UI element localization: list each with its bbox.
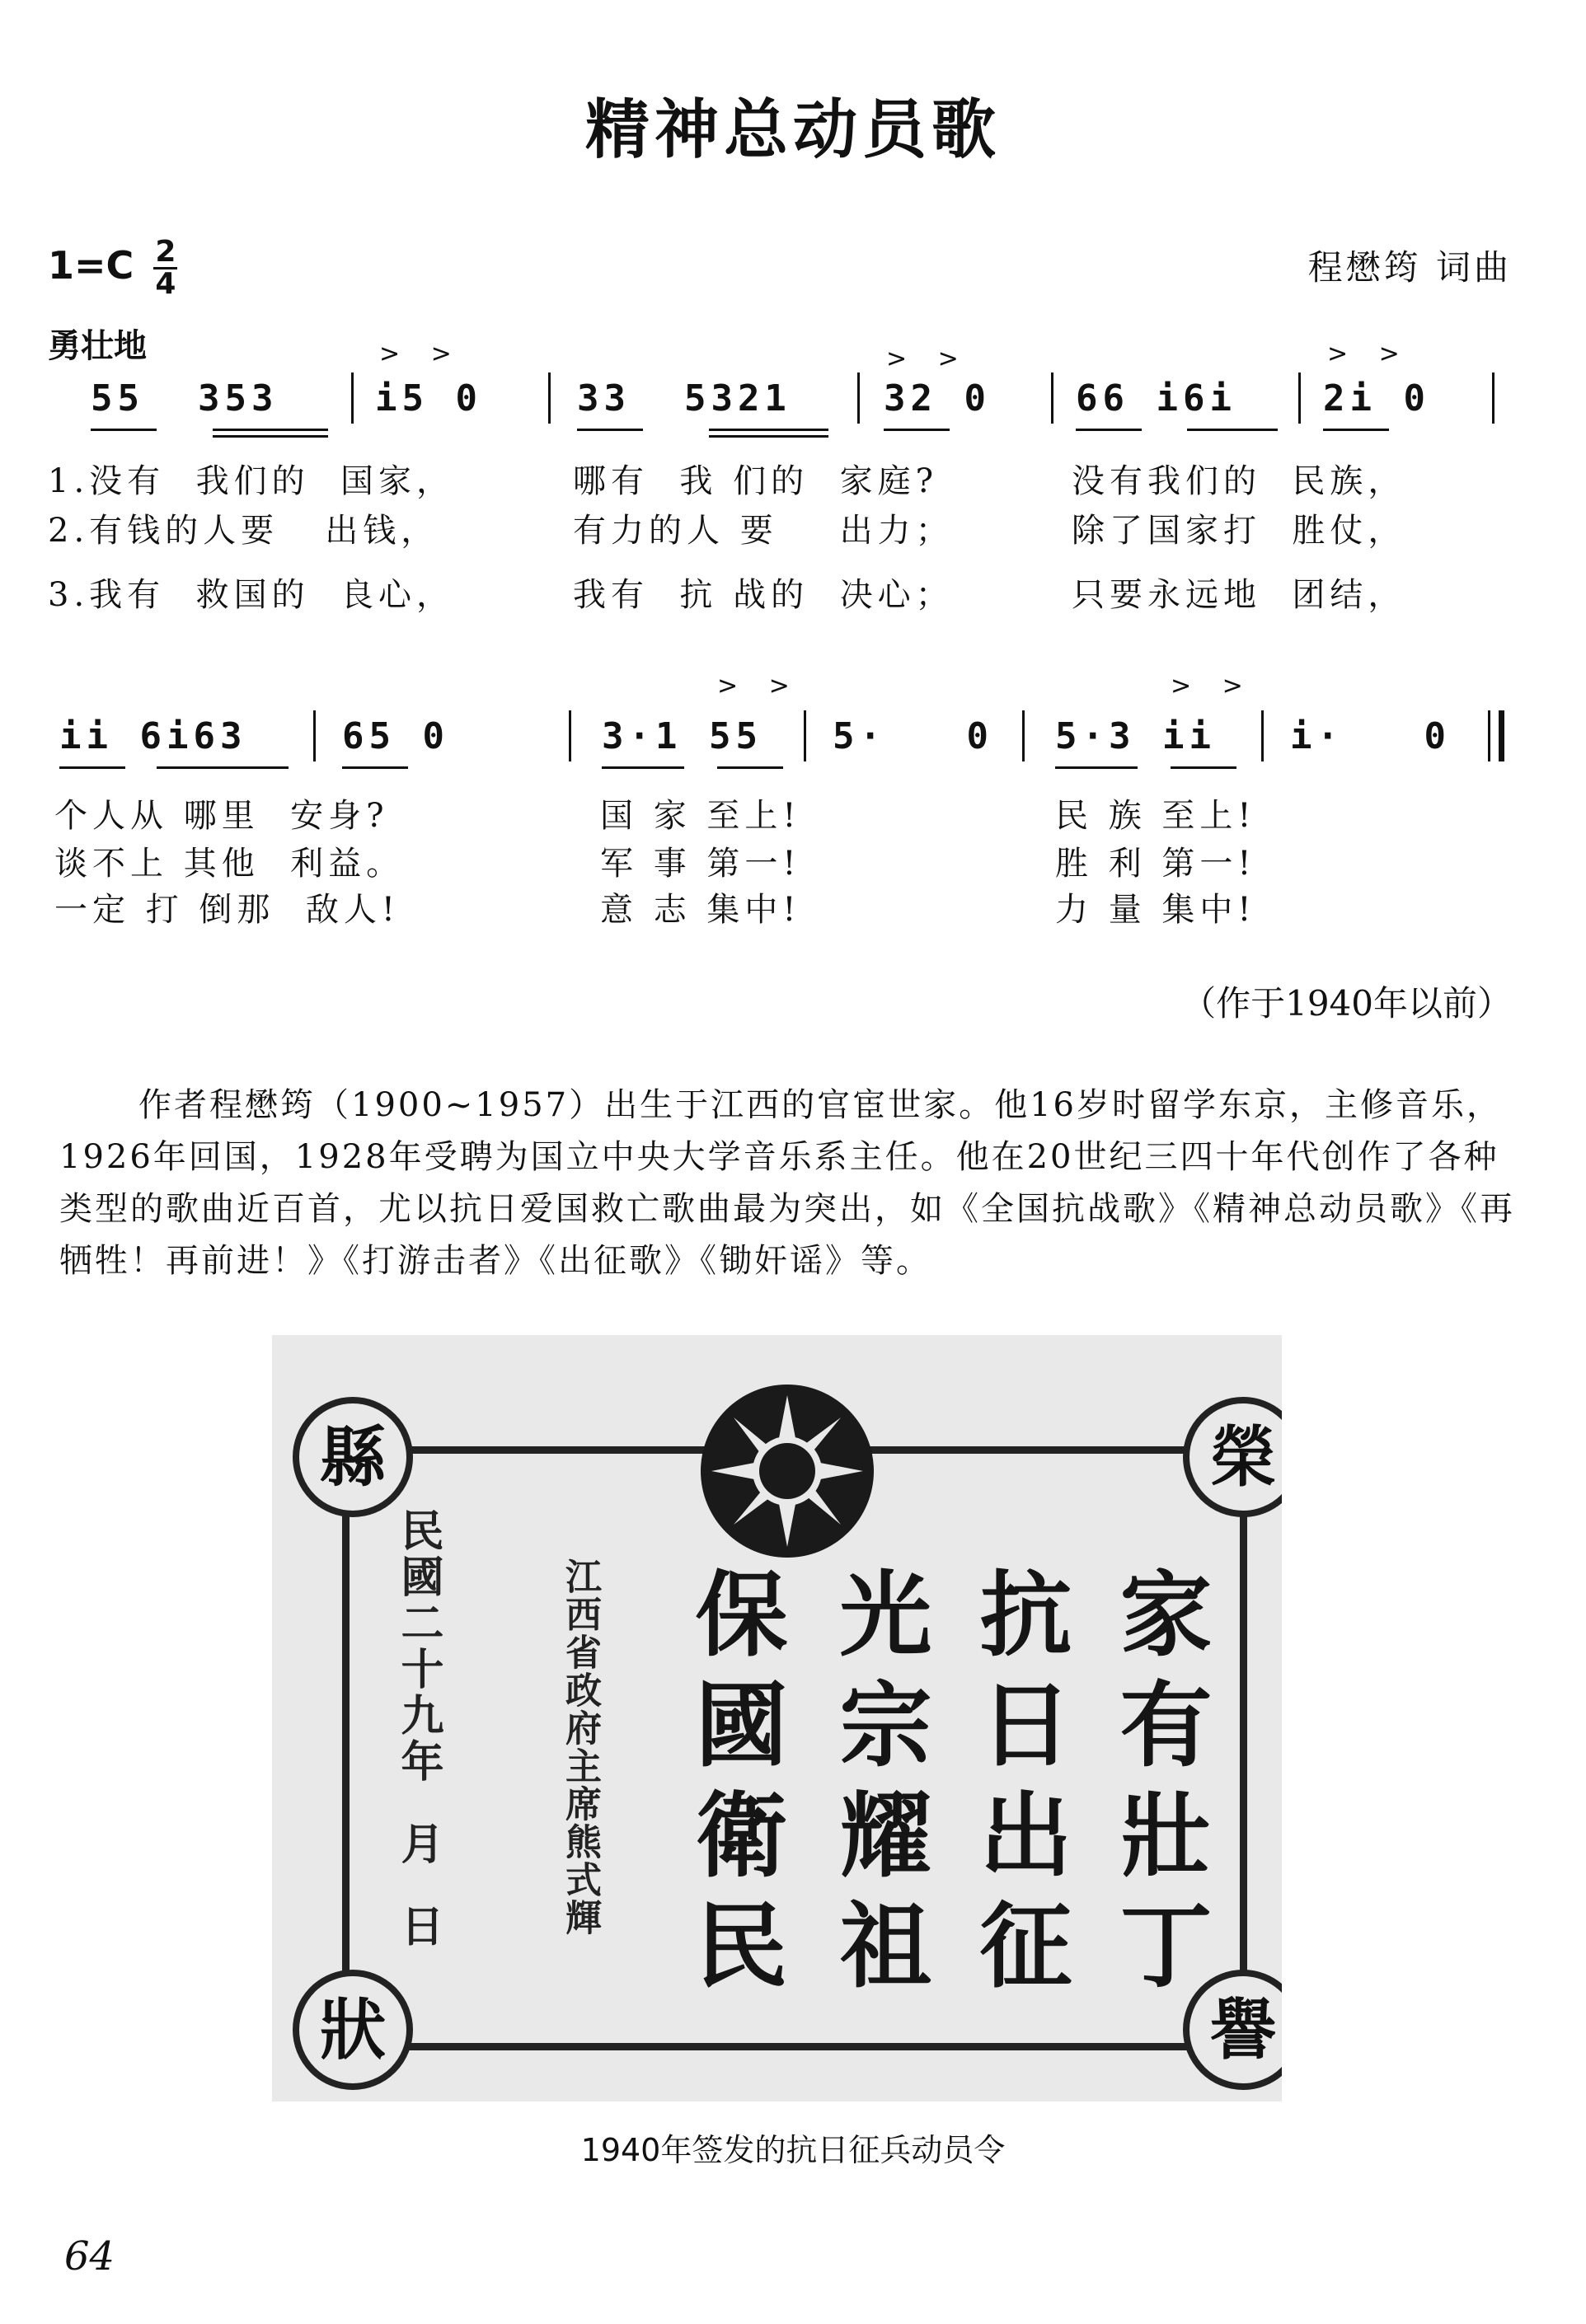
barline bbox=[1492, 372, 1494, 424]
underline bbox=[91, 429, 157, 431]
underline bbox=[577, 429, 643, 431]
tempo-marking: 勇壮地 bbox=[48, 327, 147, 365]
accent-mark: > > bbox=[886, 344, 970, 373]
conscription-poster bbox=[272, 1335, 1282, 2101]
lyric-line: 力 量 集中! bbox=[1055, 891, 1256, 929]
time-sig-bottom: 4 bbox=[155, 267, 176, 301]
key-label: 1=C bbox=[48, 243, 134, 288]
barline bbox=[1051, 372, 1053, 424]
photo-caption: 1940年签发的抗日征兵动员令 bbox=[580, 2132, 1006, 2168]
author-bio: 作者程懋筠（1900~1957）出生于江西的官宦世家。他16岁时留学东京，主修音乐，1926年回国，1928年受聘为国立中央大学音乐系主任。他在20世纪三四十年代创作了各种类型的歌曲近百首，尤以抗日爱国救亡歌曲最为突出，如《全国抗战歌》《精神总动员歌》《再牺牲！再前进！》《打游击者》《出征歌》《锄奸谣》等。 bbox=[59, 1086, 1515, 1280]
lyric-line: 没有我们的 民族， bbox=[1072, 462, 1406, 500]
barline bbox=[1022, 710, 1025, 761]
barline bbox=[857, 372, 860, 424]
underline bbox=[59, 766, 125, 769]
underline bbox=[157, 766, 289, 769]
barline bbox=[351, 372, 354, 424]
lyric-line: 个人从 哪里 安身? bbox=[54, 797, 389, 835]
accent-mark: > > bbox=[379, 340, 463, 368]
lyric-line: 除了国家打 胜仗， bbox=[1072, 512, 1406, 550]
accent-mark: > > bbox=[1327, 340, 1411, 368]
composer-credit: 程懋筠 词曲 bbox=[1307, 247, 1512, 288]
underline bbox=[213, 429, 328, 431]
measure: 2i 0 bbox=[1323, 377, 1430, 419]
measure: 55 353 bbox=[91, 377, 279, 419]
poster-column: 家有壯丁 bbox=[1105, 1566, 1213, 2008]
accent-mark: > > bbox=[717, 672, 801, 700]
lyric-line: 军 事 第一! bbox=[600, 845, 801, 883]
underline bbox=[342, 766, 408, 769]
lyric-line: 谈不上 其他 利益。 bbox=[54, 845, 405, 883]
measure: 5·3 ii bbox=[1055, 715, 1216, 757]
accent-mark: > > bbox=[1171, 672, 1255, 700]
sun-emblem-icon bbox=[697, 1380, 878, 1562]
barline bbox=[1488, 710, 1490, 761]
underline bbox=[213, 435, 328, 438]
page-title: 精神总动员歌 bbox=[584, 93, 1001, 167]
barline bbox=[1261, 710, 1264, 761]
lyric-line: 哪有 我 们的 家庭? bbox=[573, 462, 939, 500]
lyric-line: 胜 利 第一! bbox=[1055, 845, 1256, 883]
lyric-line: 只要永远地 团结， bbox=[1072, 576, 1406, 614]
time-sig-top: 2 bbox=[155, 235, 176, 269]
issuer-line: 江西省政府主席熊式輝 bbox=[559, 1558, 601, 1937]
measure: i· 0 bbox=[1290, 715, 1451, 757]
barline bbox=[1298, 372, 1301, 424]
poster-column: 抗日出征 bbox=[964, 1566, 1072, 2008]
poster-column: 保國衛民 bbox=[680, 1566, 788, 2008]
composition-date: （作于1940年以前） bbox=[1181, 983, 1512, 1024]
barline bbox=[313, 710, 316, 761]
lyric-line: 2.有钱的人要 出钱， bbox=[48, 512, 439, 550]
measure: i5 0 bbox=[375, 377, 482, 419]
underline bbox=[717, 766, 783, 769]
underline bbox=[884, 429, 950, 431]
measure: 32 0 bbox=[884, 377, 991, 419]
lyric-line: 我有 抗 战的 决心； bbox=[573, 576, 954, 614]
poster-date: 民國二十九年 月 日 bbox=[393, 1508, 443, 1951]
measure: 3·1 55 bbox=[602, 715, 762, 757]
seal-bottom-left: 狀 bbox=[293, 1970, 413, 2090]
underline bbox=[1076, 429, 1142, 431]
measure: 33 5321 bbox=[577, 377, 791, 419]
underline bbox=[1055, 766, 1138, 769]
barline bbox=[804, 710, 806, 761]
lyric-line: 3.我有 救国的 良心， bbox=[48, 576, 455, 614]
measure: 5· 0 bbox=[833, 715, 993, 757]
key-signature bbox=[48, 237, 177, 299]
lyric-line: 民 族 至上! bbox=[1055, 797, 1256, 835]
measure: ii 6i63 bbox=[59, 715, 247, 757]
page-number: 64 bbox=[64, 2233, 115, 2279]
underline bbox=[1323, 429, 1389, 431]
lyric-line: 意 志 集中! bbox=[600, 891, 801, 929]
poster-column: 光宗耀祖 bbox=[824, 1566, 932, 2008]
measure: 66 i6i bbox=[1076, 377, 1236, 419]
lyric-line: 有力的人 要 出力； bbox=[573, 512, 954, 550]
lyric-line: 国 家 至上! bbox=[600, 797, 801, 835]
seal-bottom-right: 譽 bbox=[1183, 1970, 1282, 2090]
lyric-line: 1.没有 我们的 国家， bbox=[48, 462, 455, 500]
underline bbox=[602, 766, 684, 769]
time-signature bbox=[153, 237, 177, 299]
underline bbox=[709, 435, 828, 438]
seal-top-left: 縣 bbox=[293, 1397, 413, 1517]
underline bbox=[1187, 429, 1278, 431]
final-barline bbox=[1499, 710, 1504, 761]
seal-top-right: 榮 bbox=[1183, 1397, 1282, 1517]
underline bbox=[1171, 766, 1236, 769]
lyric-line: 一定 打 倒那 敌人! bbox=[54, 891, 400, 929]
underline bbox=[709, 429, 828, 431]
barline bbox=[548, 372, 551, 424]
barline bbox=[569, 710, 571, 761]
measure: 65 0 bbox=[342, 715, 449, 757]
